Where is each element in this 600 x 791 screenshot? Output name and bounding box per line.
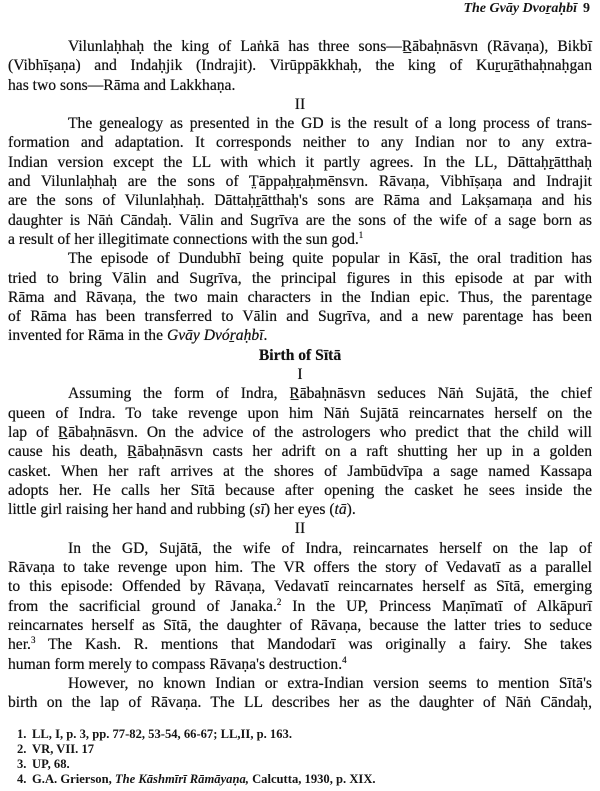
- text-line: [8, 307, 592, 326]
- text-run: adopts her. He calls her Sītā because after opening the casket he sees inside the: [8, 481, 592, 499]
- text-run: Rāma and Rāvaṇa, the two main characters in the Indian epic. Thus, the parentage: [8, 288, 592, 306]
- text-line: [8, 577, 592, 596]
- text-run: daughter is Nāṅ Cāndaḥ. Vālin and Sugrīva are the sons of the wife of a sage born as: [8, 211, 592, 229]
- text-run: formation and adaptation. It corresponds neither to any Indian nor to any extra-: [8, 134, 592, 152]
- text-run: of Rāma has been transferred to Vālin and Sugrīva, and a new parentage has been: [8, 308, 592, 326]
- text-run: a result of her illegitimate connections with the sun god.: [8, 230, 359, 248]
- text-line: [8, 597, 592, 616]
- text-run: In the GD, Sujātā, the wife of Indra, reincarnates herself on the lap of: [68, 539, 592, 557]
- text-run: G.A. Grierson,: [32, 772, 115, 786]
- footnote-marker: 2: [276, 596, 282, 607]
- text-run: UP, 68.: [32, 757, 70, 771]
- italic-text: Gvāy Dvóṟaḥbī: [166, 327, 264, 345]
- text-run: tried to bring Vālin and Sugrīva, the principal figures in this episode at par with: [8, 269, 592, 287]
- text-line: [8, 481, 592, 500]
- text-line: [8, 211, 592, 230]
- text-run: The episode of Dundubhī being quite popular in Kāsī, the oral tradition has: [68, 250, 592, 268]
- text-line: [8, 404, 592, 423]
- text-line: [8, 674, 592, 693]
- text-run: ).: [346, 501, 356, 519]
- text-line: [8, 462, 592, 481]
- footnote-marker: 4: [342, 654, 347, 665]
- text-line: [8, 616, 592, 635]
- footnote-marker: 3: [30, 635, 36, 646]
- text-run: VR, VII. 17: [32, 742, 95, 756]
- text-run: birth on the lap of Rāvaṇa. The LL describes her as the daughter of Nāṅ Cāndaḥ,: [8, 694, 592, 712]
- text-run: Assuming the form of Indra, R̲ābaḥnāsvn seduces Nāṅ Sujātā, the chief: [68, 385, 592, 403]
- text-run: Calcutta, 1930, p. XIX.: [248, 772, 376, 786]
- text-line: [8, 500, 592, 519]
- text-line: [8, 249, 592, 268]
- text-run: reincarnates herself as Sītā, the daughter of Rāvaṇa, because the latter tries to seduce: [8, 616, 592, 634]
- text-line: [8, 172, 592, 191]
- text-line: [8, 423, 592, 442]
- text-run: from the sacrificial ground of Janaka.: [8, 597, 277, 615]
- text-line: [8, 558, 592, 577]
- paragraph: [8, 249, 592, 345]
- text-line: [8, 655, 592, 674]
- text-run: However, no known Indian or extra-Indian version seems to mention Sītā's: [68, 674, 592, 692]
- footnote-number: 4.: [17, 772, 27, 786]
- section-heading: II: [294, 520, 306, 538]
- text-line: [8, 442, 592, 461]
- text-run: are the sons of Vilunlaḥhaḥ. Dāttaḥṟātthaḥ's sons are Rāma and Lakṣamaṇa and his: [8, 192, 592, 210]
- footnotes: [17, 727, 587, 787]
- text-run: human form merely to compass Rāvaṇa's destruction.: [8, 655, 343, 673]
- text-run: her.: [8, 636, 31, 654]
- text-run: Indian version except the LL with which it partly agrees. In the LL, Dāttaḥṟātthaḥ: [8, 153, 592, 171]
- page-number: 9: [583, 1, 590, 16]
- text-run: cause his death, R̲ābaḥnāsvn casts her adrift on a raft shutting her up in a golden: [8, 443, 592, 461]
- text-run: Rāvaṇa to take revenge upon him. The VR offers the story of Vedavatī as a parallel: [8, 559, 592, 577]
- text-run: Vilunlaḥhaḥ the king of Laṅkā has three sons—R̲ābaḥnāsvn (Rāvaṇa), Bikbī: [68, 38, 592, 55]
- italic-text: sī: [254, 501, 265, 519]
- text-run: The genealogy as presented in the GD is the result of a long process of trans-: [68, 115, 592, 133]
- text-run: little girl raising her hand and rubbing (: [8, 501, 255, 519]
- text-line: [8, 539, 592, 558]
- text-run: has two sons—Rāma and Lakkhaṇa.: [8, 76, 236, 94]
- text-run: lap of R̲ābaḥnāsvn. On the advice of the astrologers who predict that the child will: [8, 423, 592, 441]
- footnote-number: 1.: [17, 727, 27, 741]
- running-header: [463, 0, 590, 18]
- paragraph: [8, 114, 592, 249]
- text-line: [8, 288, 592, 307]
- paragraph: [8, 674, 592, 713]
- running-header-title: The Gvāy Dvoṟaḥbī: [463, 1, 577, 16]
- text-line: [8, 56, 592, 75]
- footnote-number: 2.: [17, 742, 27, 756]
- footnote: [17, 727, 587, 742]
- text-line: [8, 114, 592, 133]
- text-line: [8, 191, 592, 210]
- section-heading: II: [294, 95, 306, 113]
- text-line: [8, 384, 592, 403]
- footnote-number: 3.: [17, 757, 27, 771]
- italic-text: The Kāshmīrī Rāmāyaṇa,: [114, 772, 249, 786]
- text-line: [8, 269, 592, 288]
- text-run: .: [263, 327, 268, 345]
- paragraph: [8, 384, 592, 519]
- text-run: In the UP, Princess Maṇīmatī of Alkāpurī: [281, 597, 592, 615]
- footnote: [17, 742, 587, 757]
- text-line: [8, 635, 592, 654]
- footnote: [17, 757, 587, 772]
- footnote: [17, 772, 587, 787]
- text-run: LL, I, p. 3, pp. 77-82, 53-54, 66-67; LL,II, p. 163.: [32, 727, 292, 741]
- text-run: casket. When her raft arrives at the shores of Jambūdvīpa a sage named Kassapa: [8, 462, 592, 480]
- body-text: [8, 37, 592, 712]
- section-heading: I: [297, 366, 303, 384]
- section-heading: Birth of Sītā: [258, 346, 342, 364]
- text-run: invented for Rāma in the: [8, 327, 167, 345]
- text-line: [8, 153, 592, 172]
- text-line: [8, 230, 592, 249]
- text-run: The Kash. R. mentions that Mandodarī was originally a fairy. She takes: [35, 636, 592, 654]
- text-line: [8, 133, 592, 152]
- text-run: ) her eyes (: [264, 501, 335, 519]
- footnote-marker: 1: [358, 229, 364, 240]
- text-run: and Vilunlaḥhaḥ are the sons of T̤āppaḥṟaḥmēnsvn. Rāvaṇa, Vibhīṣaṇa and Indrajit: [8, 173, 592, 191]
- text-run: (Vibhīṣaṇa) and Indaḥjik (Indrajit). Virūppākkhaḥ, the king of Kuṟuṟāthaḥnaḥgan: [8, 57, 592, 75]
- paragraph: [8, 37, 592, 95]
- paragraph: [8, 539, 592, 674]
- text-line: [8, 326, 592, 345]
- text-run: to this episode: Offended by Rāvaṇa, Vedavatī reincarnates herself as Sītā, emerging: [8, 578, 592, 596]
- text-line: [8, 37, 592, 56]
- text-line: [8, 693, 592, 712]
- italic-text: tā: [334, 501, 347, 519]
- text-run: queen of Indra. To take revenge upon him Nāṅ Sujātā reincarnates herself on the: [8, 404, 592, 422]
- text-line: [8, 76, 592, 95]
